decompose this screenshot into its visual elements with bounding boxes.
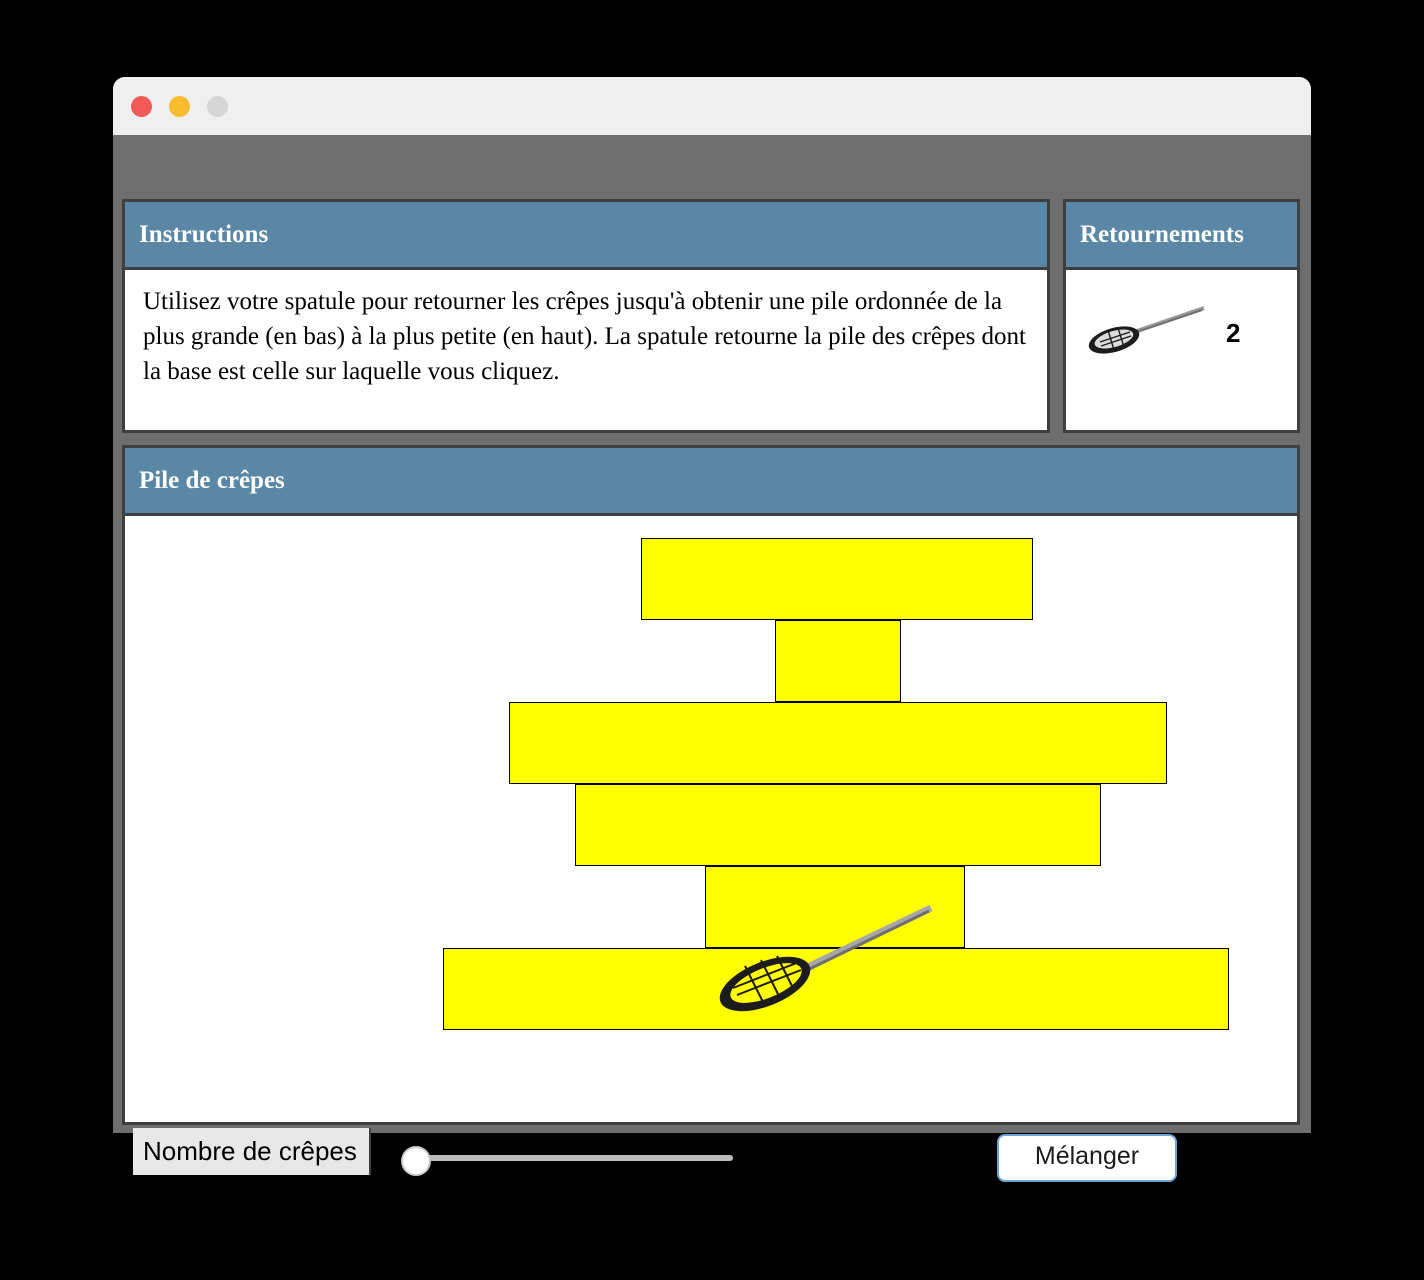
pancake[interactable]	[575, 784, 1101, 866]
flips-title: Retournements	[1066, 202, 1297, 270]
close-window-button[interactable]	[131, 96, 152, 117]
pancake-count-label: Nombre de crêpes	[133, 1128, 371, 1175]
instructions-title: Instructions	[125, 202, 1047, 270]
pancake[interactable]	[443, 948, 1229, 1030]
maximize-window-button[interactable]	[207, 96, 228, 117]
pancake-count-value: 6 crêpes	[773, 1139, 873, 1169]
pancake[interactable]	[705, 866, 965, 948]
flips-body	[1066, 270, 1297, 433]
pancake-stack-area[interactable]	[125, 516, 1297, 1170]
pancake[interactable]	[641, 538, 1033, 620]
instructions-panel	[122, 199, 1050, 433]
pancake-count-slider[interactable]	[401, 1148, 741, 1170]
shuffle-button[interactable]: Mélanger	[997, 1134, 1177, 1182]
spatula-icon	[1086, 302, 1211, 362]
flips-count: 2	[1226, 318, 1241, 348]
flips-panel	[1063, 199, 1300, 433]
slider-thumb[interactable]	[401, 1146, 431, 1176]
window-titlebar	[113, 77, 1311, 136]
instructions-text: Utilisez votre spatule pour retourner les crêpes jusqu'à obtenir une pile ordonnée de la plus grande (en bas) à la plus petite (en haut). La spatule retourne la pile des crêpes dont la base est celle sur laquelle vous cliquez.	[143, 288, 1027, 385]
pancake[interactable]	[509, 702, 1167, 784]
app-window	[113, 77, 1311, 1170]
minimize-window-button[interactable]	[169, 96, 190, 117]
stack-title: Pile de crêpes	[125, 448, 1297, 516]
pancake-stack-panel	[122, 445, 1300, 1170]
stack-controls	[125, 1122, 1297, 1190]
slider-track[interactable]	[415, 1155, 733, 1161]
window-content	[113, 135, 1311, 1170]
pancake[interactable]	[775, 620, 901, 702]
